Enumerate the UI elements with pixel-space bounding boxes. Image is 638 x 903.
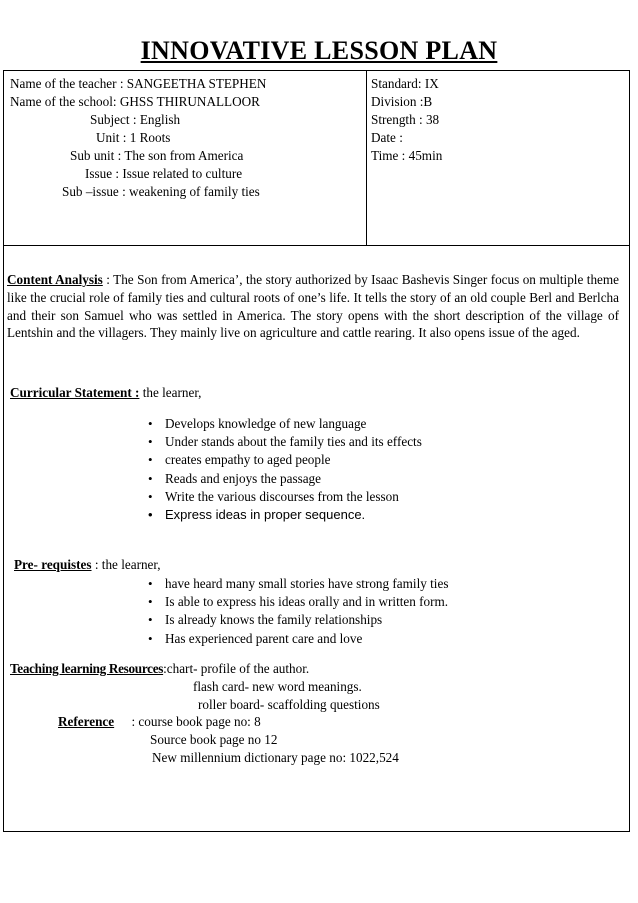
curricular-label: Curricular Statement :: [10, 385, 140, 400]
list-item: • Under stands about the family ties and its effects: [148, 433, 422, 451]
time: Time : 45min: [371, 148, 443, 163]
content-analysis-text: : The Son from America’, the story authorized by Isaac Bashevis Singer focus on multiple theme like the crucial role of family ties and cultural roots of one’s life. It tells the story of an old couple Berl and Berlcha and their son Samuel who was settled in America. The story opens with the short description of the village of Lentshin and the villagers. They mainly live on agriculture and cattle rearing. It also opens issue of the aged.: [7, 272, 620, 341]
content-analysis: [7, 271, 619, 342]
curricular-list: [148, 415, 422, 524]
resources-first: :chart- profile of the author.: [163, 661, 310, 676]
strength: Strength : 38: [371, 112, 440, 127]
reference-line: New millennium dictionary page no: 1022,524: [152, 750, 399, 765]
list-item: • Is already knows the family relationships: [148, 611, 448, 629]
reference: [58, 713, 261, 730]
prerequisites-label: Pre- requistes: [14, 557, 92, 572]
prerequisites: [14, 556, 161, 573]
reference-first: : course book page no: 8: [131, 714, 261, 729]
header-info-box: [3, 70, 630, 246]
resources-label: Teaching learning Resources: [10, 661, 164, 676]
list-item: • Develops knowledge of new language: [148, 415, 422, 433]
prerequisites-lead: : the learner,: [94, 557, 161, 572]
reference-label: Reference: [58, 714, 115, 729]
curricular-statement: [10, 384, 201, 401]
column-divider: [366, 71, 367, 246]
sub-issue: Sub –issue : weakening of family ties: [62, 184, 260, 199]
date: Date :: [371, 130, 403, 145]
school-name: Name of the school: GHSS THIRUNALLOOR: [10, 94, 260, 109]
curricular-lead: the learner,: [142, 385, 202, 400]
issue: Issue : Issue related to culture: [85, 166, 243, 181]
division: Division :B: [371, 94, 433, 109]
subject: Subject : English: [90, 112, 181, 127]
list-item: • Is able to express his ideas orally and in written form.: [148, 593, 448, 611]
resources-line: flash card- new word meanings.: [193, 679, 362, 694]
list-item: • Reads and enjoys the passage: [148, 470, 422, 488]
sub-unit: Sub unit : The son from America: [70, 148, 244, 163]
resources-line: roller board- scaffolding questions: [198, 697, 380, 712]
prerequisites-list: [148, 575, 448, 648]
list-item: • Express ideas in proper sequence.: [148, 506, 422, 524]
teaching-resources: [10, 660, 309, 677]
reference-line: Source book page no 12: [150, 732, 278, 747]
unit: Unit : 1 Roots: [96, 130, 171, 145]
teacher-name: Name of the teacher : SANGEETHA STEPHEN: [10, 76, 267, 91]
list-item: • Write the various discourses from the lesson: [148, 488, 422, 506]
list-item: • have heard many small stories have strong family ties: [148, 575, 448, 593]
list-item: • creates empathy to aged people: [148, 451, 422, 469]
list-item: • Has experienced parent care and love: [148, 630, 448, 648]
standard: Standard: IX: [371, 76, 439, 91]
content-analysis-label: Content Analysis: [7, 272, 103, 287]
page-title: INNOVATIVE LESSON PLAN: [140, 36, 498, 65]
